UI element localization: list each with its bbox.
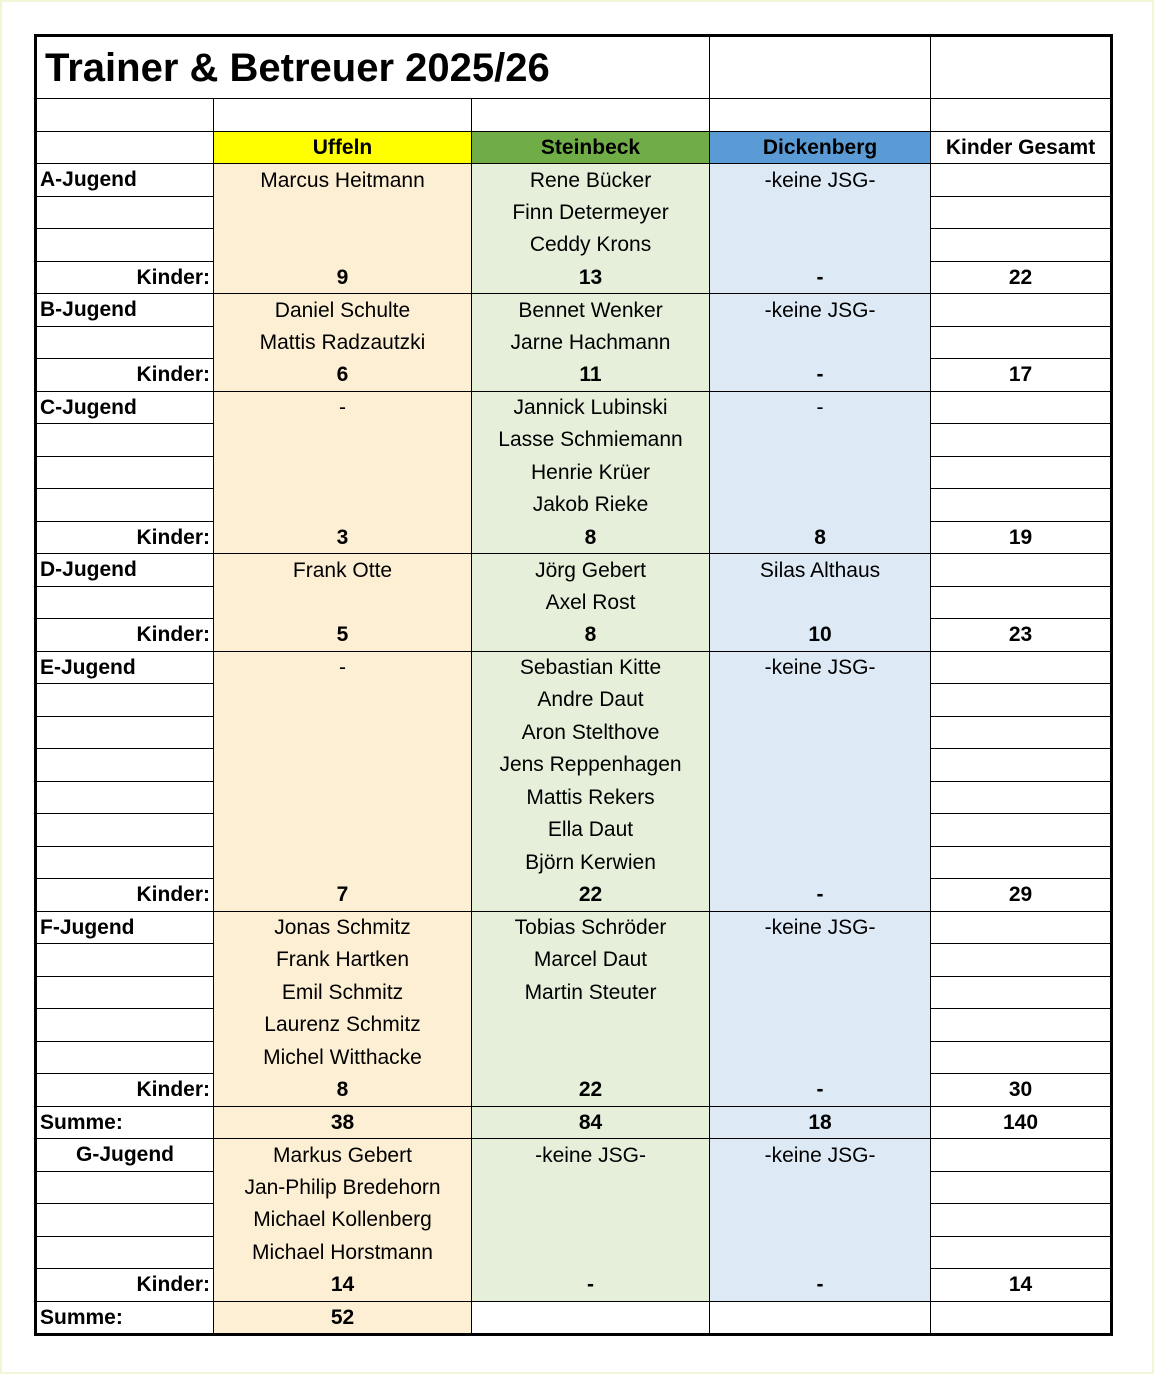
kinder-label: Kinder: (37, 879, 214, 912)
uffeln-trainer: Jonas Schmitz (214, 911, 472, 944)
section-name: G-Jugend (37, 1139, 214, 1172)
trainer-table (36, 36, 1111, 1334)
steinbeck-trainer: Martin Steuter (472, 976, 710, 1009)
uffeln-trainer (214, 456, 472, 489)
total-blank (931, 684, 1111, 717)
kinder-steinbeck: 8 (472, 619, 710, 652)
trainer-row (37, 424, 1111, 457)
steinbeck-trainer: Jannick Lubinski (472, 391, 710, 424)
section-name: F-Jugend (37, 911, 214, 944)
total-blank (931, 911, 1111, 944)
kinder-steinbeck: 13 (472, 261, 710, 294)
trainer-row (37, 1041, 1111, 1074)
kinder-total: 19 (931, 521, 1111, 554)
dickenberg-trainer (710, 1204, 931, 1237)
kinder-label: Kinder: (37, 261, 214, 294)
steinbeck-trainer: Tobias Schröder (472, 911, 710, 944)
steinbeck-trainer: Finn Determeyer (472, 196, 710, 229)
kinder-label: Kinder: (37, 1074, 214, 1107)
uffeln-trainer (214, 424, 472, 457)
dickenberg-trainer (710, 1041, 931, 1074)
kinder-dickenberg: - (710, 359, 931, 392)
total-blank (931, 229, 1111, 262)
kinder-dickenberg: - (710, 261, 931, 294)
steinbeck-trainer (472, 1204, 710, 1237)
summe-steinbeck: 84 (472, 1106, 710, 1139)
uffeln-trainer: Michael Horstmann (214, 1236, 472, 1269)
total-blank (931, 1139, 1111, 1172)
steinbeck-trainer: Jens Reppenhagen (472, 749, 710, 782)
steinbeck-trainer: Jakob Rieke (472, 489, 710, 522)
kinder-total: 14 (931, 1269, 1111, 1302)
dickenberg-trainer (710, 684, 931, 717)
trainer-row (37, 229, 1111, 262)
kinder-row (37, 521, 1111, 554)
steinbeck-trainer: Ella Daut (472, 814, 710, 847)
uffeln-trainer (214, 684, 472, 717)
steinbeck-trainer: Mattis Rekers (472, 781, 710, 814)
total-blank (931, 554, 1111, 587)
total-blank (931, 846, 1111, 879)
uffeln-trainer (214, 586, 472, 619)
uffeln-trainer: - (214, 651, 472, 684)
dickenberg-trainer (710, 814, 931, 847)
kinder-steinbeck: 22 (472, 879, 710, 912)
kinder-dickenberg: 8 (710, 521, 931, 554)
section-blank (37, 326, 214, 359)
uffeln-trainer: Marcus Heitmann (214, 164, 472, 197)
section-blank (37, 586, 214, 619)
section-name: E-Jugend (37, 651, 214, 684)
kinder-dickenberg: - (710, 1074, 931, 1107)
kinder-dickenberg: - (710, 879, 931, 912)
total-blank (931, 586, 1111, 619)
section-name: C-Jugend (37, 391, 214, 424)
dickenberg-trainer (710, 781, 931, 814)
kinder-total: 29 (931, 879, 1111, 912)
trainer-row (37, 814, 1111, 847)
kinder-uffeln: 3 (214, 521, 472, 554)
trainer-row (37, 1236, 1111, 1269)
dickenberg-trainer: Silas Althaus (710, 554, 931, 587)
total-blank (931, 814, 1111, 847)
kinder-row (37, 1269, 1111, 1302)
total-blank (931, 944, 1111, 977)
header-row (37, 131, 1111, 164)
section-blank (37, 196, 214, 229)
kinder-steinbeck: 11 (472, 359, 710, 392)
uffeln-trainer (214, 229, 472, 262)
trainer-row (37, 456, 1111, 489)
section-blank (37, 489, 214, 522)
kinder-row (37, 619, 1111, 652)
empty-cell (710, 37, 931, 99)
kinder-steinbeck: - (472, 1269, 710, 1302)
empty-cell (931, 37, 1111, 99)
section-blank (37, 229, 214, 262)
dickenberg-trainer (710, 326, 931, 359)
uffeln-trainer: Jan-Philip Bredehorn (214, 1171, 472, 1204)
dickenberg-trainer: -keine JSG- (710, 164, 931, 197)
section-blank (37, 976, 214, 1009)
kinder-label: Kinder: (37, 521, 214, 554)
uffeln-trainer (214, 196, 472, 229)
total-blank (931, 651, 1111, 684)
section-blank (37, 716, 214, 749)
trainer-row (37, 326, 1111, 359)
dickenberg-trainer (710, 716, 931, 749)
trainer-row (37, 911, 1111, 944)
total-blank (931, 326, 1111, 359)
total-blank (931, 391, 1111, 424)
section-blank (37, 1171, 214, 1204)
dickenberg-trainer: -keine JSG- (710, 911, 931, 944)
summe-dickenberg: 18 (710, 1106, 931, 1139)
dickenberg-trainer (710, 196, 931, 229)
dickenberg-trainer (710, 586, 931, 619)
dickenberg-trainer (710, 944, 931, 977)
steinbeck-trainer: Rene Bücker (472, 164, 710, 197)
kinder-row (37, 879, 1111, 912)
dickenberg-trainer (710, 424, 931, 457)
section-blank (37, 424, 214, 457)
trainer-row (37, 164, 1111, 197)
trainer-row (37, 749, 1111, 782)
kinder-uffeln: 6 (214, 359, 472, 392)
kinder-uffeln: 8 (214, 1074, 472, 1107)
uffeln-trainer (214, 846, 472, 879)
total-blank (931, 489, 1111, 522)
kinder-row (37, 359, 1111, 392)
section-blank (37, 814, 214, 847)
kinder-dickenberg: - (710, 1269, 931, 1302)
header-steinbeck: Steinbeck (472, 131, 710, 164)
empty-cell (931, 1301, 1111, 1334)
kinder-row (37, 261, 1111, 294)
section-blank (37, 846, 214, 879)
kinder-uffeln: 7 (214, 879, 472, 912)
summe-uffeln: 38 (214, 1106, 472, 1139)
kinder-total: 30 (931, 1074, 1111, 1107)
trainer-row (37, 196, 1111, 229)
dickenberg-trainer: -keine JSG- (710, 651, 931, 684)
dickenberg-trainer: - (710, 391, 931, 424)
kinder-total: 17 (931, 359, 1111, 392)
steinbeck-trainer: Marcel Daut (472, 944, 710, 977)
uffeln-trainer (214, 749, 472, 782)
steinbeck-trainer: Jarne Hachmann (472, 326, 710, 359)
trainer-row (37, 554, 1111, 587)
steinbeck-trainer: Axel Rost (472, 586, 710, 619)
dickenberg-trainer (710, 976, 931, 1009)
section-blank (37, 1204, 214, 1237)
uffeln-trainer: - (214, 391, 472, 424)
section-blank (37, 749, 214, 782)
total-blank (931, 164, 1111, 197)
uffeln-trainer: Frank Hartken (214, 944, 472, 977)
trainer-row (37, 944, 1111, 977)
header-blank (37, 131, 214, 164)
steinbeck-trainer: Ceddy Krons (472, 229, 710, 262)
empty-cell (710, 1301, 931, 1334)
kinder-uffeln: 5 (214, 619, 472, 652)
trainer-row (37, 684, 1111, 717)
steinbeck-trainer: Henrie Krüer (472, 456, 710, 489)
trainer-row (37, 586, 1111, 619)
summe-uffeln: 52 (214, 1301, 472, 1334)
dickenberg-trainer (710, 749, 931, 782)
trainer-row (37, 1009, 1111, 1042)
empty-cell (472, 1301, 710, 1334)
uffeln-trainer: Michel Witthacke (214, 1041, 472, 1074)
total-blank (931, 781, 1111, 814)
uffeln-trainer: Mattis Radzautzki (214, 326, 472, 359)
total-blank (931, 294, 1111, 327)
dickenberg-trainer (710, 229, 931, 262)
trainer-row (37, 391, 1111, 424)
section-blank (37, 1041, 214, 1074)
uffeln-trainer (214, 781, 472, 814)
summe-label: Summe: (37, 1106, 214, 1139)
uffeln-trainer (214, 489, 472, 522)
section-blank (37, 781, 214, 814)
section-blank (37, 456, 214, 489)
kinder-steinbeck: 8 (472, 521, 710, 554)
dickenberg-trainer (710, 1009, 931, 1042)
steinbeck-trainer: Lasse Schmiemann (472, 424, 710, 457)
total-blank (931, 749, 1111, 782)
total-blank (931, 1009, 1111, 1042)
steinbeck-trainer (472, 1009, 710, 1042)
section-name: A-Jugend (37, 164, 214, 197)
kinder-steinbeck: 22 (472, 1074, 710, 1107)
section-blank (37, 1236, 214, 1269)
kinder-label: Kinder: (37, 359, 214, 392)
section-name: B-Jugend (37, 294, 214, 327)
uffeln-trainer: Markus Gebert (214, 1139, 472, 1172)
dickenberg-trainer (710, 1171, 931, 1204)
steinbeck-trainer: Aron Stelthove (472, 716, 710, 749)
dickenberg-trainer (710, 456, 931, 489)
total-blank (931, 1171, 1111, 1204)
uffeln-trainer: Daniel Schulte (214, 294, 472, 327)
uffeln-trainer: Emil Schmitz (214, 976, 472, 1009)
uffeln-trainer: Frank Otte (214, 554, 472, 587)
total-blank (931, 424, 1111, 457)
steinbeck-trainer: Sebastian Kitte (472, 651, 710, 684)
kinder-total: 23 (931, 619, 1111, 652)
kinder-label: Kinder: (37, 1269, 214, 1302)
uffeln-trainer (214, 716, 472, 749)
steinbeck-trainer: Bennet Wenker (472, 294, 710, 327)
trainer-row (37, 489, 1111, 522)
page-title: Trainer & Betreuer 2025/26 (37, 37, 710, 99)
header-uffeln: Uffeln (214, 131, 472, 164)
steinbeck-trainer (472, 1041, 710, 1074)
total-blank (931, 716, 1111, 749)
kinder-label: Kinder: (37, 619, 214, 652)
steinbeck-trainer: Andre Daut (472, 684, 710, 717)
section-blank (37, 684, 214, 717)
total-blank (931, 456, 1111, 489)
trainer-row (37, 1139, 1111, 1172)
trainer-row (37, 1204, 1111, 1237)
dickenberg-trainer (710, 489, 931, 522)
total-blank (931, 1204, 1111, 1237)
dickenberg-trainer: -keine JSG- (710, 1139, 931, 1172)
kinder-dickenberg: 10 (710, 619, 931, 652)
dickenberg-trainer (710, 1236, 931, 1269)
summe-row (37, 1106, 1111, 1139)
summe-label: Summe: (37, 1301, 214, 1334)
total-blank (931, 1041, 1111, 1074)
section-blank (37, 944, 214, 977)
kinder-total: 22 (931, 261, 1111, 294)
total-blank (931, 196, 1111, 229)
total-blank (931, 976, 1111, 1009)
total-blank (931, 1236, 1111, 1269)
trainer-row (37, 781, 1111, 814)
steinbeck-trainer: Björn Kerwien (472, 846, 710, 879)
uffeln-trainer (214, 814, 472, 847)
trainer-row (37, 976, 1111, 1009)
steinbeck-trainer (472, 1171, 710, 1204)
dickenberg-trainer: -keine JSG- (710, 294, 931, 327)
kinder-row (37, 1074, 1111, 1107)
trainer-row (37, 716, 1111, 749)
title-row (37, 37, 1111, 99)
spacer-row (37, 99, 1111, 132)
uffeln-trainer: Laurenz Schmitz (214, 1009, 472, 1042)
summe-row (37, 1301, 1111, 1334)
trainer-row (37, 1171, 1111, 1204)
kinder-uffeln: 14 (214, 1269, 472, 1302)
steinbeck-trainer (472, 1236, 710, 1269)
trainer-row (37, 846, 1111, 879)
section-blank (37, 1009, 214, 1042)
kinder-uffeln: 9 (214, 261, 472, 294)
header-dickenberg: Dickenberg (710, 131, 931, 164)
trainer-row (37, 294, 1111, 327)
section-name: D-Jugend (37, 554, 214, 587)
uffeln-trainer: Michael Kollenberg (214, 1204, 472, 1237)
trainer-row (37, 651, 1111, 684)
steinbeck-trainer: -keine JSG- (472, 1139, 710, 1172)
steinbeck-trainer: Jörg Gebert (472, 554, 710, 587)
summe-total: 140 (931, 1106, 1111, 1139)
header-total: Kinder Gesamt (931, 131, 1111, 164)
dickenberg-trainer (710, 846, 931, 879)
